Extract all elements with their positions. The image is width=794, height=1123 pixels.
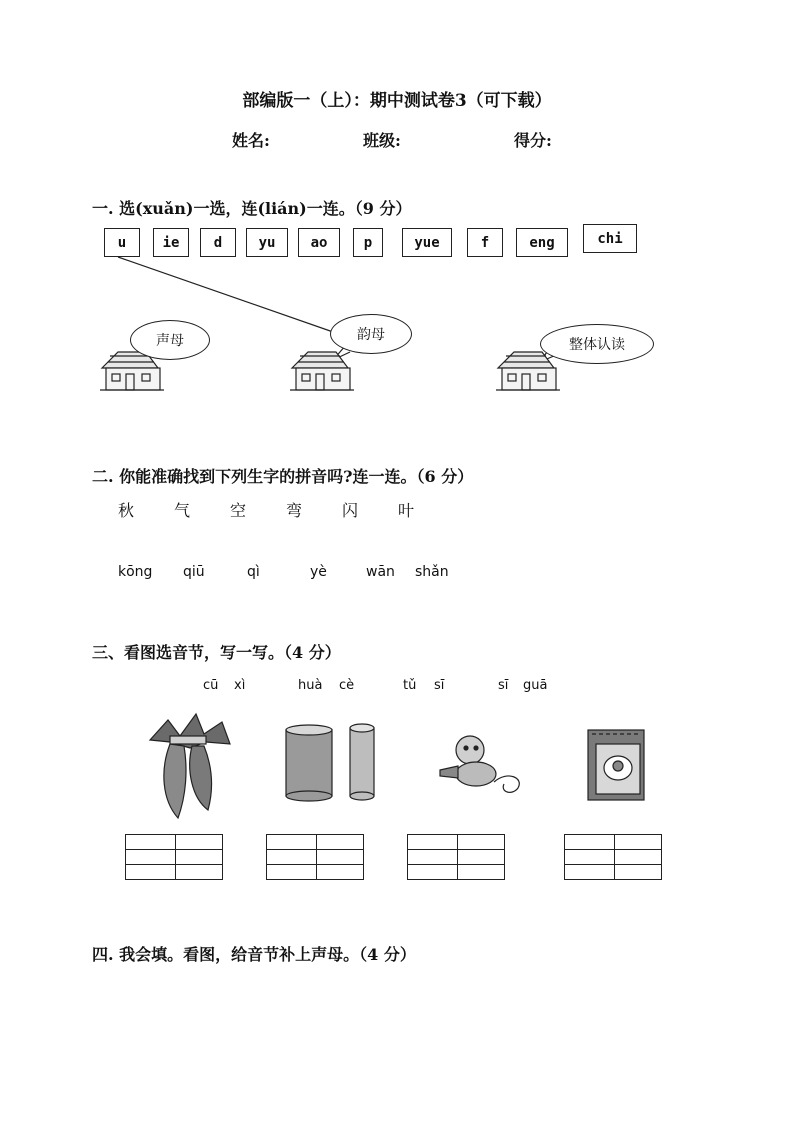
pinyin-box[interactable]: ie [153, 228, 189, 257]
pinyin-box[interactable]: chi [583, 224, 637, 253]
section-4-heading: 四. 我会填。看图，给音节补上声母。（4 分） [92, 945, 416, 964]
hanzi-character[interactable]: 闪 [342, 501, 359, 520]
pinyin-box[interactable]: f [467, 228, 503, 257]
syllable-option[interactable]: tǔ [403, 678, 417, 693]
cylinder-icon [286, 724, 374, 801]
pinyin-option[interactable]: shǎn [415, 564, 449, 580]
syllable-option[interactable]: huà [298, 678, 323, 693]
page-title: 部编版一（上）：期中测试卷3（可下载） [242, 91, 552, 111]
syllable-option[interactable]: cū [203, 678, 219, 693]
hanzi-character[interactable]: 弯 [286, 501, 303, 520]
hanzi-character[interactable]: 空 [230, 501, 247, 520]
section-3-heading: 三、看图选音节，写一写。（4 分） [92, 643, 341, 662]
section-2-heading: 二. 你能准确找到下列生字的拼音吗?连一连。（6 分） [92, 467, 474, 486]
writing-grid[interactable] [407, 834, 505, 880]
pinyin-box[interactable]: yu [246, 228, 288, 257]
score-label: 得分: [514, 131, 552, 150]
writing-grid[interactable] [125, 834, 223, 880]
hanzi-character[interactable]: 气 [174, 501, 191, 520]
syllable-option[interactable]: cè [339, 678, 355, 693]
pinyin-option[interactable]: kōng [118, 564, 153, 580]
hanzi-character[interactable]: 叶 [398, 501, 415, 520]
writing-grid[interactable] [564, 834, 662, 880]
pinyin-box[interactable]: yue [402, 228, 452, 257]
syllable-option[interactable]: sī [434, 678, 445, 693]
category-bubble-yunmu[interactable]: 韵母 [330, 314, 412, 354]
section-3-pictures [0, 700, 794, 830]
pinyin-box[interactable]: ao [298, 228, 340, 257]
syllable-option[interactable]: guā [523, 678, 548, 693]
pinyin-option[interactable]: wān [366, 564, 395, 580]
toy-icon [440, 736, 519, 792]
section-1-heading: 一. 选(xuǎn)一选，连(lián)一连。（9 分） [92, 199, 412, 218]
pinyin-option[interactable]: qì [247, 564, 260, 580]
hanzi-character[interactable]: 秋 [118, 501, 135, 520]
syllable-option[interactable]: sī [498, 678, 509, 693]
name-label: 姓名: [232, 131, 270, 150]
class-label: 班级: [363, 131, 401, 150]
writing-grid[interactable] [266, 834, 364, 880]
pinyin-option[interactable]: yè [310, 564, 327, 580]
radish-icon [150, 714, 230, 818]
pinyin-box[interactable]: p [353, 228, 383, 257]
pinyin-box[interactable]: eng [516, 228, 568, 257]
pinyin-box[interactable]: u [104, 228, 140, 257]
category-bubble-shengmu[interactable]: 声母 [130, 320, 210, 360]
house-icon [290, 352, 354, 390]
pinyin-option[interactable]: qiū [183, 564, 205, 580]
pinyin-box[interactable]: d [200, 228, 236, 257]
syllable-option[interactable]: xì [234, 678, 246, 693]
category-bubble-zhengti[interactable]: 整体认读 [540, 324, 654, 364]
book-icon [588, 730, 644, 800]
section-1-drawing [0, 0, 794, 420]
